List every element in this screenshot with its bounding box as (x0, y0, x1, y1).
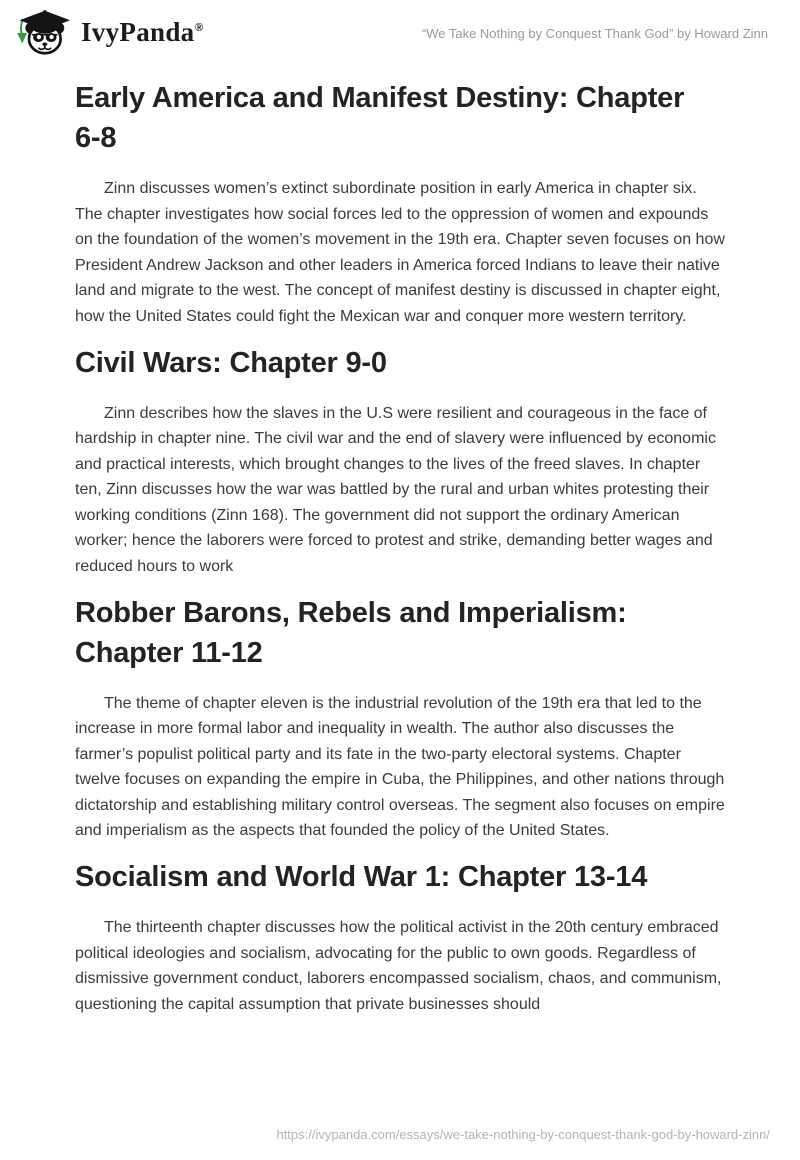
document-title: “We Take Nothing by Conquest Thank God” by Howard Zinn (421, 25, 768, 41)
section-heading-line: Chapter 11-12 (75, 636, 263, 669)
section-paragraph: Zinn discusses women’s extinct subordinate position in early America in chapter six. The chapter investigates how social forces led to the oppression of women and expounds on the foundation of the women’s movement in the 19th era. Chapter seven focuses on how President Andrew Jackson and other leaders in America forced Indians to leave their native land and migrate to the west. The concept of manifest destiny is discussed in chapter eight, how the United States could fight the Mexican war and conquer more western territory. (75, 180, 725, 325)
panda-graduation-cap-icon (14, 9, 72, 56)
essay-section (75, 343, 725, 580)
section-heading-line: Early America and Manifest Destiny: Chapter (75, 82, 685, 114)
essay-section (75, 593, 725, 844)
section-heading-line: Socialism and World War 1: Chapter 13-14 (75, 861, 648, 893)
essay-content (0, 78, 800, 1017)
brand[interactable] (14, 9, 204, 56)
section-heading (75, 857, 725, 897)
page-header (0, 0, 800, 62)
section-heading-line: Civil Wars: Chapter 9-0 (75, 346, 387, 379)
source-url[interactable]: https://ivypanda.com/essays/we-take-nothing-by-conquest-thank-god-by-howard-zinn/ (276, 1127, 770, 1142)
brand-name: IvyPanda® (81, 16, 204, 47)
section-heading (75, 78, 725, 158)
section-paragraph: The theme of chapter eleven is the industrial revolution of the 19th era that led to the increase in more formal labor and inequality in wealth. The author also discusses the farmer’s populist political party and its fate in the two-party electoral systems. Chapter twelve focuses on expanding the empire in Cuba, the Philippines, and other nations through dictatorship and establishing military control overseas. The segment also focuses on empire and imperialism as the aspects that founded the policy of the United States. (75, 694, 725, 839)
page-footer (276, 1126, 770, 1144)
section-heading (75, 343, 725, 383)
essay-section (75, 857, 725, 1017)
section-paragraph: The thirteenth chapter discusses how the political activist in the 20th century embraced political ideologies and socialism, advocating for the public to own goods. Regardless of dismissive government conduct, laborers encompassed socialism, chaos, and communism, questioning the capital assumption that private businesses should (75, 919, 722, 1013)
section-paragraph: Zinn describes how the slaves in the U.S were resilient and courageous in the face of hardship in chapter nine. The civil war and the end of slavery were influenced by economic and practical interests, which brought changes to the lives of the freed slaves. In chapter ten, Zinn discusses how the war was battled by the rural and urban whites protesting their working conditions (Zinn 168). The government did not support the ordinary American worker; hence the laborers were forced to protest and strike, demanding better wages and reduced hours to work (75, 404, 716, 575)
registered-mark: ® (194, 19, 204, 34)
essay-section (75, 78, 725, 329)
section-heading (75, 593, 725, 673)
section-heading-line: 6-8 (75, 122, 117, 154)
section-heading-line: Robber Barons, Rebels and Imperialism: (75, 596, 627, 629)
